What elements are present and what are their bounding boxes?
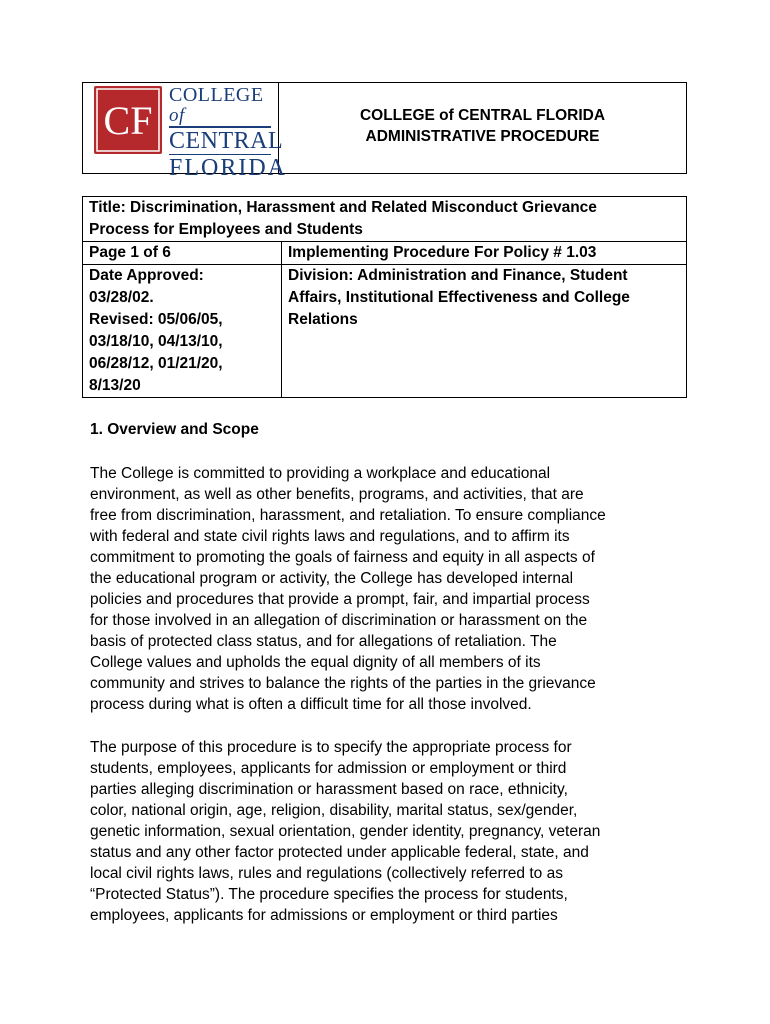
overview-paragraph-1: The College is committed to providing a workplace and educational environment, as well as other benefits, programs, and activities, that are free from discrimination, harassment, and retaliation. To ensure compliance with federal and state civil rights laws and regulations, and to affirm its commitment to promoting the goals of fairness and equity in all aspects of the educational program or activity, the College has developed internal policies and procedures that provide a prompt, fair, and impartial process for those involved in an allegation of discrimination or harassment on the basis of protected class status, and for allegations of retaliation. The College values and upholds the equal dignity of all members of its community and strives to balance the rights of the parties in the grievance process during what is often a difficult time for all those involved. <box>90 465 606 713</box>
dates-cell <box>83 265 282 398</box>
procedure-title-cell <box>83 197 687 242</box>
date-line: 03/18/10, 04/13/10, <box>89 333 223 350</box>
header-line1: COLLEGE of CENTRAL FLORIDA <box>359 107 606 124</box>
logo-line1: COLLEGE <box>169 84 264 106</box>
procedure-title-line1: Title: Discrimination, Harassment and Related Misconduct Grievance <box>89 199 597 216</box>
document-title-cell <box>279 83 686 173</box>
college-logo-mark <box>94 86 162 154</box>
section-heading: 1. Overview and Scope <box>90 421 259 438</box>
date-line: 8/13/20 <box>89 377 141 394</box>
logo-line3: FLORIDA <box>169 155 288 181</box>
date-line: 06/28/12, 01/21/20, <box>89 355 223 372</box>
division-line: Relations <box>288 311 358 328</box>
date-line: Date Approved: <box>89 267 204 284</box>
division-cell <box>282 265 687 398</box>
college-logo-wordmark <box>169 84 288 181</box>
division-line: Affairs, Institutional Effectiveness and College <box>288 289 630 306</box>
header-line2: ADMINISTRATIVE PROCEDURE <box>365 128 600 145</box>
division-line: Division: Administration and Finance, Student <box>288 267 628 284</box>
logo-cell <box>83 83 288 181</box>
logo-line2: CENTRAL <box>169 127 284 154</box>
overview-paragraph-2: The purpose of this procedure is to specify the appropriate process for students, employees, applicants for admission or employment or third parties alleging discrimination or harassment based on race, ethnicity, color, national origin, age, religion, disability, marital status, sex/gender, genetic information, sexual orientation, gender identity, pregnancy, veteran status and any other factor protected under applicable federal, state, and local civil rights laws, rules and regulations (collectively referred to as “Protected Status”). The procedure specifies the process for students, employees, applicants for admissions or employment or third parties <box>90 739 601 924</box>
logo-of: of <box>169 105 185 126</box>
date-line: 03/28/02. <box>89 289 154 306</box>
procedure-title-line2: Process for Employees and Students <box>89 221 363 238</box>
procedure-info-table <box>82 196 687 398</box>
implementing-policy-cell: Implementing Procedure For Policy # 1.03 <box>282 242 687 265</box>
logo-monogram: CF <box>103 98 153 143</box>
page-number-cell: Page 1 of 6 <box>83 242 282 265</box>
document-header-table <box>82 82 687 181</box>
date-line: Revised: 05/06/05, <box>89 311 223 328</box>
